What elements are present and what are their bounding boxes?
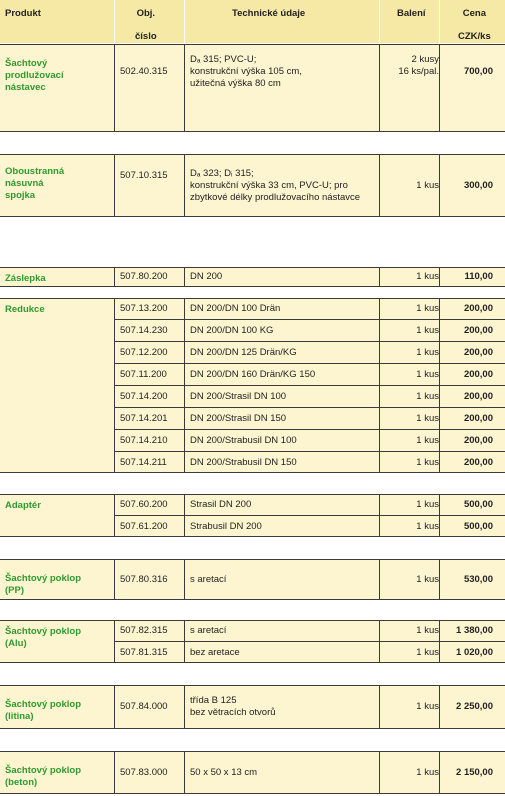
- product-group: [0, 559, 505, 600]
- packaging: 1 kus: [416, 625, 439, 636]
- price: 200,00: [463, 303, 493, 314]
- table-row: [0, 516, 505, 537]
- object-number: 502.40.315: [120, 66, 168, 77]
- price: 500,00: [463, 521, 493, 532]
- price: 700,00: [463, 66, 493, 77]
- price: 200,00: [463, 347, 493, 358]
- price: 2 250,00: [456, 701, 493, 712]
- table-row: [0, 685, 505, 729]
- product-group: [0, 44, 505, 132]
- technical-details: DN 200/DN 125 Drän/KG: [190, 347, 297, 358]
- technical-details: Dₐ 323; Dᵢ 315; konstrukční výška 33 cm, PVC-U; pro zbytkové délky prodlužovacího nástavce: [190, 168, 361, 203]
- product-group: [0, 154, 505, 217]
- table-row: [0, 342, 505, 364]
- price: 300,00: [463, 180, 493, 191]
- object-number: 507.82.315: [120, 625, 168, 636]
- product-name: Záslepka: [5, 273, 46, 284]
- product-group: [0, 620, 505, 663]
- technical-details: DN 200/Strasil DN 150: [190, 413, 287, 424]
- technical-details: DN 200/Strabusil DN 100: [190, 435, 297, 446]
- table-row: [0, 620, 505, 642]
- table-row: [0, 751, 505, 794]
- header-cena: Cena CZK/ks: [458, 8, 491, 42]
- object-number: 507.84.000: [120, 701, 168, 712]
- price: 200,00: [463, 325, 493, 336]
- product-name: Šachtový poklop (litina): [5, 699, 82, 722]
- technical-details: DN 200/DN 100 Drän: [190, 303, 281, 314]
- header-obj: Obj. číslo: [135, 8, 157, 42]
- table-row: [0, 408, 505, 430]
- object-number: 507.14.211: [120, 457, 167, 468]
- object-number: 507.81.315: [120, 647, 168, 658]
- product-name: Šachtový prodlužovací nástavec: [5, 58, 64, 93]
- header-baleni: Balení: [397, 8, 426, 19]
- table-row: [0, 430, 505, 452]
- object-number: 507.14.200: [120, 391, 168, 402]
- object-number: 507.80.200: [120, 271, 168, 282]
- technical-details: DN 200/Strasil DN 100: [190, 391, 287, 402]
- object-number: 507.80.316: [120, 574, 168, 585]
- product-group: [0, 267, 505, 287]
- technical-details: třída B 125 bez větracích otvorů: [190, 695, 276, 718]
- technical-details: DN 200/DN 100 KG: [190, 325, 274, 336]
- object-number: 507.13.200: [120, 303, 168, 314]
- price: 1 020,00: [456, 647, 493, 658]
- table-row: [0, 364, 505, 386]
- technical-details: DN 200/DN 160 Drän/KG 150: [190, 369, 316, 380]
- table-header: [0, 0, 505, 43]
- price: 200,00: [463, 413, 493, 424]
- technical-details: Strasil DN 200: [190, 499, 252, 510]
- packaging: 1 kus: [416, 325, 439, 336]
- object-number: 507.83.000: [120, 767, 168, 778]
- product-name: Šachtový poklop (Alu): [5, 626, 82, 649]
- packaging: 1 kus: [416, 369, 439, 380]
- object-number: 507.14.210: [120, 435, 168, 446]
- table-row: [0, 298, 505, 320]
- table-row: [0, 642, 505, 663]
- packaging: 2 kusy 16 ks/pal.: [398, 54, 439, 77]
- object-number: 507.12.200: [120, 347, 168, 358]
- technical-details: Dₐ 315; PVC-U; konstrukční výška 105 cm, užitečná výška 80 cm: [190, 54, 302, 89]
- packaging: 1 kus: [416, 457, 439, 468]
- packaging: 1 kus: [416, 521, 439, 532]
- header-tech: Technické údaje: [232, 8, 306, 19]
- price: 200,00: [463, 457, 493, 468]
- product-group: [0, 298, 505, 473]
- table-row: [0, 154, 505, 217]
- packaging: 1 kus: [416, 767, 439, 778]
- product-name: Redukce: [5, 304, 45, 315]
- technical-details: Strabusil DN 200: [190, 521, 262, 532]
- object-number: 507.11.200: [120, 369, 167, 380]
- object-number: 507.60.200: [120, 499, 168, 510]
- price: 1 380,00: [456, 625, 493, 636]
- product-name: Oboustranná násuvná spojka: [5, 166, 65, 201]
- table-row: [0, 320, 505, 342]
- product-group: [0, 751, 505, 794]
- price: 200,00: [463, 391, 493, 402]
- packaging: 1 kus: [416, 391, 439, 402]
- price: 500,00: [463, 499, 493, 510]
- packaging: 1 kus: [416, 499, 439, 510]
- table-row: [0, 452, 505, 473]
- technical-details: DN 200/Strabusil DN 150: [190, 457, 297, 468]
- table-row: [0, 267, 505, 287]
- packaging: 1 kus: [416, 574, 439, 585]
- technical-details: bez aretace: [190, 647, 240, 658]
- packaging: 1 kus: [416, 701, 439, 712]
- packaging: 1 kus: [416, 435, 439, 446]
- price: 200,00: [463, 369, 493, 380]
- packaging: 1 kus: [416, 180, 439, 191]
- price: 110,00: [464, 271, 493, 282]
- object-number: 507.10.315: [120, 170, 168, 181]
- product-group: [0, 494, 505, 537]
- technical-details: s aretací: [190, 625, 227, 636]
- packaging: 1 kus: [416, 413, 439, 424]
- packaging: 1 kus: [416, 271, 439, 282]
- product-name: Šachtový poklop (PP): [5, 573, 82, 596]
- object-number: 507.14.201: [120, 413, 168, 424]
- object-number: 507.61.200: [120, 521, 168, 532]
- packaging: 1 kus: [416, 347, 439, 358]
- price: 530,00: [463, 574, 493, 585]
- product-group: [0, 685, 505, 729]
- packaging: 1 kus: [416, 303, 439, 314]
- table-row: [0, 386, 505, 408]
- packaging: 1 kus: [416, 647, 439, 658]
- table-row: [0, 494, 505, 516]
- technical-details: DN 200: [190, 271, 223, 282]
- price: 200,00: [463, 435, 493, 446]
- product-name: Šachtový poklop (beton): [5, 765, 82, 788]
- technical-details: s aretací: [190, 574, 227, 585]
- table-row: [0, 44, 505, 132]
- technical-details: 50 x 50 x 13 cm: [190, 767, 258, 778]
- price: 2 150,00: [456, 767, 493, 778]
- table-row: [0, 559, 505, 600]
- product-name: Adaptér: [5, 500, 41, 511]
- object-number: 507.14.230: [120, 325, 168, 336]
- header-produkt: Produkt: [5, 8, 41, 19]
